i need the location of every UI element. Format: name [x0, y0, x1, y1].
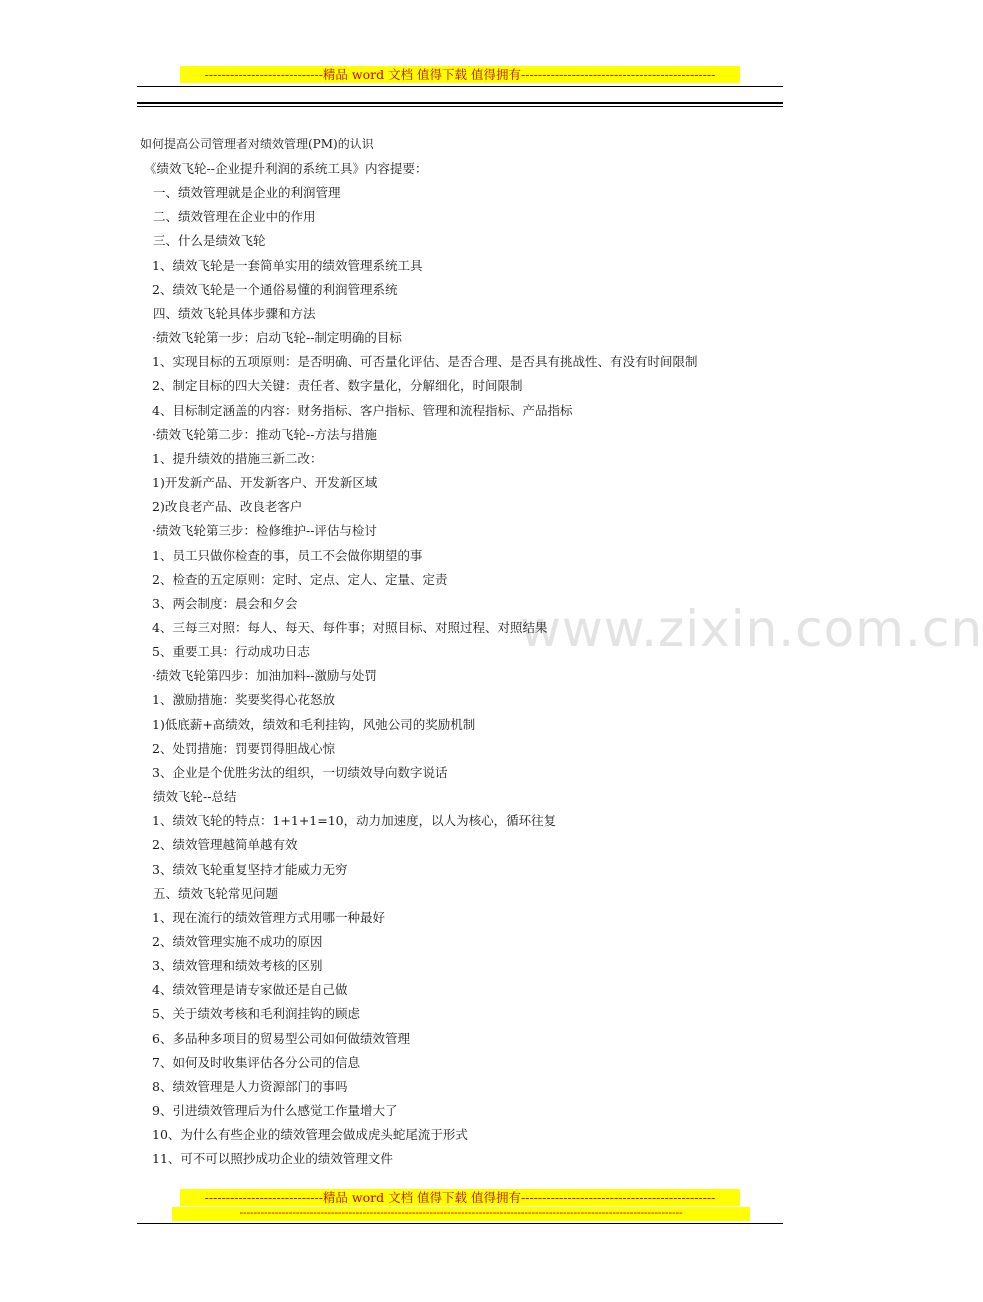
text-line: 二、绩效管理在企业中的作用	[153, 209, 316, 225]
header-banner: ----------------------------精品 word 文档 值得下载 值得拥有----------------------------------------------	[180, 66, 740, 83]
text-line: 5、关于绩效考核和毛利润挂钩的顾虑	[152, 1006, 360, 1022]
watermark-text: www.zixin.com.cn	[520, 600, 983, 658]
text-line: 10、为什么有些企业的绩效管理会做成虎头蛇尾流于形式	[152, 1127, 468, 1143]
text-line: 1、员工只做你检查的事，员工不会做你期望的事	[152, 547, 423, 563]
text-line: 4、绩效管理是请专家做还是自己做	[152, 982, 348, 998]
document-body	[0, 157, 920, 1172]
text-line: 1、绩效飞轮是一套简单实用的绩效管理系统工具	[152, 257, 423, 273]
text-line: ·绩效飞轮第一步：启动飞轮--制定明确的目标	[152, 330, 402, 346]
text-line: ·绩效飞轮第四步：加油加料--激励与处罚	[152, 668, 377, 684]
text-line: 8、绩效管理是人力资源部门的事吗	[152, 1078, 348, 1094]
text-line: 2、制定目标的四大关键：责任者、数字量化，分解细化，时间限制	[152, 378, 523, 394]
footer-rule	[137, 1223, 783, 1224]
text-line: 1)低底薪+高绩效，绩效和毛利挂钩，风弛公司的奖励机制	[152, 716, 476, 732]
text-line: 2、处罚措施：罚要罚得胆战心惊	[152, 740, 335, 756]
text-line: 2)改良老产品、改良老客户	[152, 499, 303, 515]
text-line: 1、激励措施：奖要奖得心花怒放	[152, 692, 335, 708]
text-line: 3、两会制度：晨会和夕会	[152, 595, 298, 611]
text-line: 7、如何及时收集评估各分公司的信息	[152, 1054, 360, 1070]
text-line: 2、绩效管理实施不成功的原因	[152, 934, 323, 949]
text-line: 11、可不可以照抄成功企业的绩效管理文件	[152, 1151, 393, 1167]
text-line: 1、提升绩效的措施三新二改：	[152, 450, 323, 466]
text-line: 1、现在流行的绩效管理方式用哪一种最好	[152, 909, 385, 925]
header-rule-thin-lower	[137, 106, 783, 107]
text-line: 2、绩效飞轮是一个通俗易懂的利润管理系统	[152, 281, 398, 297]
text-line: ·绩效飞轮第二步：推动飞轮--方法与措施	[152, 426, 377, 442]
text-line: 1、实现目标的五项原则：是否明确、可否量化评估、是否合理、是否具有挑战性、有没有时间限制	[152, 354, 698, 370]
text-line: 绩效飞轮--总结	[153, 789, 237, 805]
text-line: 2、绩效管理越简单越有效	[152, 837, 298, 853]
text-line: 五、绩效飞轮常见问题	[153, 885, 279, 901]
text-line: 三、什么是绩效飞轮	[153, 233, 266, 249]
text-line: 2、检查的五定原则：定时、定点、定人、定量、定责	[152, 571, 448, 587]
header-rule-thick	[137, 102, 783, 104]
footer-dashes: ------------------------------------------------------------------------------------------------------------------------------	[172, 1207, 750, 1221]
text-line: 3、绩效飞轮重复坚持才能威力无穷	[152, 861, 348, 877]
text-line: 6、多品种多项目的贸易型公司如何做绩效管理	[152, 1030, 410, 1046]
text-line: 4、目标制定涵盖的内容：财务指标、客户指标、管理和流程指标、产品指标	[152, 402, 573, 418]
text-line: 9、引进绩效管理后为什么感觉工作量增大了	[152, 1103, 398, 1119]
document-title: 如何提高公司管理者对绩效管理(PM)的认识	[140, 137, 374, 151]
text-line: 一、绩效管理就是企业的利润管理	[153, 185, 341, 201]
text-line: 1)开发新产品、开发新客户、开发新区域	[152, 475, 378, 491]
footer-banner: ----------------------------精品 word 文档 值得下载 值得拥有----------------------------------------------	[180, 1189, 740, 1206]
text-line: ·绩效飞轮第三步：检修维护--评估与检讨	[152, 523, 377, 539]
text-line: 5、重要工具：行动成功日志	[152, 644, 310, 660]
text-line: 3、绩效管理和绩效考核的区别	[152, 958, 323, 974]
text-line: 《绩效飞轮--企业提升利润的系统工具》内容提要：	[144, 161, 428, 176]
text-line: 1、绩效飞轮的特点：1+1+1=10，动力加速度，以人为核心，循环往复	[152, 813, 557, 829]
text-line: 3、企业是个优胜劣汰的组织，一切绩效导向数字说话	[152, 764, 448, 780]
text-line: 4、三每三对照：每人、每天、每件事；对照目标、对照过程、对照结果	[152, 619, 548, 635]
header-rule-thin	[137, 86, 783, 87]
text-line: 四、绩效飞轮具体步骤和方法	[153, 305, 316, 321]
